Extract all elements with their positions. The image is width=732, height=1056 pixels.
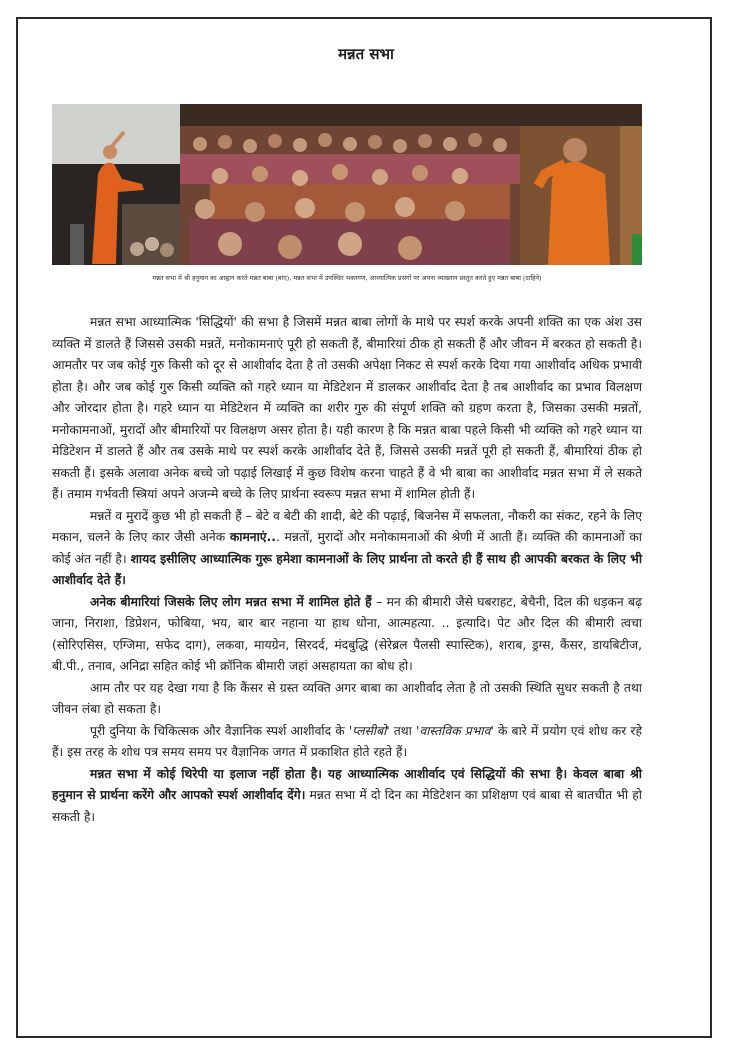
paragraph-3-bold: अनेक बीमारियां जिसके लिए लोग मन्नत सभा में शामिल होते हैं xyxy=(90,594,372,609)
page-title: मन्नत सभा xyxy=(338,45,394,63)
photo-baba-invocation xyxy=(52,104,180,265)
paragraph-1 xyxy=(52,312,642,506)
photo-baba-invocation-illustration xyxy=(52,104,180,265)
paragraph-6 xyxy=(52,764,642,829)
photo-caption: मन्नत सभा में श्री हनुमान का आह्वान करते मन्नत बाबा (बांए), मन्नत सभा में उपस्थित भक्तगण, आध्यात्मिक प्रसंगों पर अपना व्याख्यान प्रस्तुत करते हुए मन्नत बाबा (दाहिने) xyxy=(152,274,542,282)
article-body xyxy=(52,312,642,828)
paragraph-6-bold: मन्नत सभा में कोई थिरेपी या इलाज नहीं होता है। यह आध्यात्मिक आशीर्वाद एवं सिद्धियों की सभा है। केवल बाबा श्री हनुमान से प्रार्थना करेंगे और आपको स्पर्श आशीर्वाद देंगे। xyxy=(52,766,642,802)
paragraph-2-bold-1: कामनाएं.. xyxy=(229,530,276,544)
paragraph-2-text: मन्नतें व मुरादें कुछ भी हो सकती हैं – बेटे व बेटी की शादी, बेटे की पढ़ाई, बिजनेस में सफलता, नौकरी का संकट, रहने के लिए मकान, चलने के लिए कार जैसी अनेक xyxy=(52,508,642,544)
paragraph-1-text: मन्नत सभा आध्यात्मिक 'सिद्धियों' की सभा है जिसमें मन्नत बाबा लोगों के माथे पर स्पर्श करके अपनी शक्ति का एक अंश उस व्यक्ति में डालते हैं जिससे उसकी मन्नतें, मनोकामनाएं पूरी हो सकती हैं, बीमारियां ठीक हो सकती हैं और जीवन में बरकत हो सकती है। आमतौर पर जब कोई गुरु किसी को दूर से आशीर्वाद देता है तो उसकी अपेक्षा निकट से स्पर्श करके दिया गया आशीर्वाद अधिक प्रभावी होता है। और जब कोई गुरु किसी व्यक्ति को गहरे ध्यान या मेडिटेशन में डालकर आशीर्वाद देता है तब आशीर्वाद का प्रभाव विलक्षण और जोरदार होता है। गहरे ध्यान या मेडिटेशन में व्यक्ति का शरीर गुरु की संपूर्ण शक्ति को ग्रहण करता है, जिसका उसकी मन्नतों, मनोकामनाओं, मुरादों और बीमारियों पर विलक्षण असर होता है। यही कारण है कि मन्नत बाबा पहले किसी भी व्यक्ति को गहरे ध्यान या मेडिटेशन में डालते हैं और तब उसके माथे पर स्पर्श करके आशीर्वाद देते हैं, जिससे उसकी मन्नतें पूरी हो सकती हैं, बीमारियां ठीक हो सकती हैं। इसके अलावा अनेक बच्चे जो पढ़ाई लिखाई में कुछ विशेष करना चाहते हैं वे भी बाबा का आशीर्वाद मन्नत सभा में ले सकते हैं। तमाम गर्भवती स्त्रियां अपने अजन्मे बच्चे के लिए प्रार्थना स्वरूप मन्नत सभा में शामिल होती हैं। xyxy=(52,315,642,501)
paragraph-2-bold-2: शायद इसीलिए आध्यात्मिक गुरू हमेशा कामनाओं के लिए प्रार्थना तो करते ही हैं साथ ही आपकी बरकत के लिए भी आशीर्वाद देते हैं। xyxy=(52,551,643,587)
photo-audience xyxy=(180,104,642,265)
paragraph-3 xyxy=(52,592,642,678)
paragraph-2-text-2: . मन्नतों, मुरादों और मनोकामनाओं की श्रेणी में आती हैं। व्यक्ति की कामनाओं का कोई अंत नहीं है। xyxy=(52,530,642,566)
paragraph-5-text: पूरी दुनिया के चिकित्सक और वैज्ञानिक स्पर्श आशीर्वाद के xyxy=(90,723,349,738)
paragraph-5 xyxy=(52,721,642,764)
photo-strip xyxy=(52,104,642,265)
paragraph-5-real-effect: 'वास्तविक प्रभाव' xyxy=(415,723,494,738)
paragraph-3-text: – मन की बीमारी जैसे घबराहट, बेचैनी, दिल की धड़कन बढ़ जाना, निराशा, डिप्रेशन, फोबिया, भय, बार बार नहाना या हाथ धोना, आत्महत्या. .. इत्यादि। पेट और दिल की बीमारी त्वचा (सोरिएसिस, एग्जिमा, सफेद दाग), लकवा, मायग्रेन, सिरदर्द, मंदबुद्धि (सेरेब्रल पैलसी स्पास्टिक), शराब, ड्रग्स, कैंसर, डायबिटीज, बी.पी., तनाव, अनिद्रा सहित कोई भी क्रॉनिक बीमारी जहां असहायता का बोध हो। xyxy=(52,594,642,673)
paragraph-2 xyxy=(52,506,642,592)
paragraph-5-placebo: 'प्लसीबो' xyxy=(348,723,390,738)
photo-audience-illustration xyxy=(180,104,642,265)
paragraph-4 xyxy=(52,678,642,721)
paragraph-6-text: मन्नत सभा में दो दिन का मेडिटेशन का प्रशिक्षण एवं बाबा से बातचीत भी हो सकती है। xyxy=(52,788,642,824)
paragraph-5-text-3: के बारे में प्रयोग एवं शोध कर रहे हैं। इस तरह के शोध पत्र समय समय पर वैज्ञानिक जगत में प्रकाशित होते रहते हैं। xyxy=(52,723,642,759)
paragraph-4-text: आम तौर पर यह देखा गया है कि कैंसर से ग्रस्त व्यक्ति अगर बाबा का आशीर्वाद लेता है तो उसकी स्थिति सुधर सकती है तथा जीवन लंबा हो सकता है। xyxy=(52,680,642,716)
paragraph-5-text-2: तथा xyxy=(389,723,416,738)
